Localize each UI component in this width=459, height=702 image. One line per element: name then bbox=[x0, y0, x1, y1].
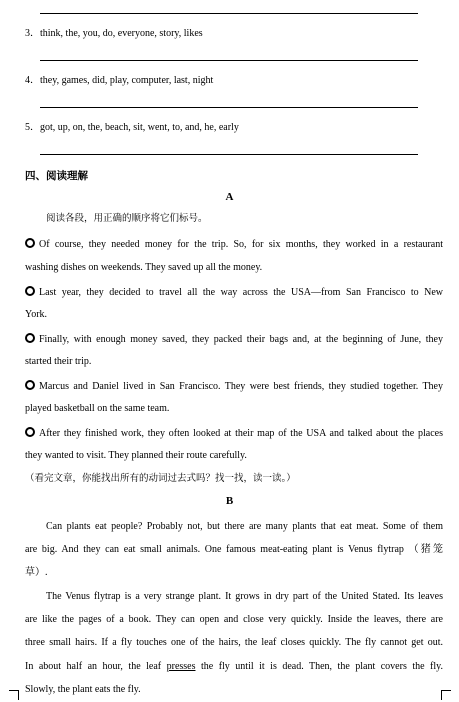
underlined-word: presses bbox=[166, 661, 196, 672]
item-words: they, games, did, play, computer, last, night bbox=[40, 75, 214, 86]
paragraph-4-line-1: Marcus and Daniel lived in San Francisco. They were best friends, they studied together. They bbox=[25, 380, 443, 393]
item-words: think, the, you, do, everyone, story, likes bbox=[40, 28, 203, 39]
circle-bullet-icon bbox=[25, 333, 35, 343]
answer-line bbox=[40, 13, 418, 14]
exercise-item-5 bbox=[25, 122, 239, 134]
paragraph-1-line-1: Of course, they needed money for the trip. So, for six months, they worked in a restaurant bbox=[25, 238, 443, 251]
exercise-item-3 bbox=[25, 28, 203, 40]
part-b-label: B bbox=[225, 495, 234, 507]
paragraph-3-line-1: Finally, with enough money saved, they packed their bags and, at the beginning of June, they bbox=[25, 333, 443, 346]
circle-bullet-icon bbox=[25, 238, 35, 248]
answer-line bbox=[40, 60, 418, 61]
circle-bullet-icon bbox=[25, 380, 35, 390]
paragraph-5-line-2: they wanted to visit. They planned their route carefully. bbox=[25, 450, 247, 461]
answer-line bbox=[40, 107, 418, 108]
page-corner-mark-left bbox=[9, 690, 19, 700]
part-b-p2-line-5: Slowly, the plant eats the fly. bbox=[25, 684, 141, 695]
part-a-label: A bbox=[225, 191, 234, 203]
part-b-p2-line-1: The Venus flytrap is a very strange plant. It grows in dry part of the United Stated. Its leaves bbox=[46, 591, 443, 602]
paragraph-1-line-2: washing dishes on weekends. They saved up all the money. bbox=[25, 262, 263, 273]
paragraph-5-line-1: After they finished work, they often looked at their map of the USA and talked about the places bbox=[25, 427, 443, 440]
part-b-p2-line-3: three small hairs. If a fly touches one of the hairs, the leaf closes quickly. The fly cannot get out. bbox=[25, 637, 443, 648]
exercise-item-4 bbox=[25, 75, 213, 87]
part-b-p1-line-3: 草）. bbox=[25, 567, 48, 578]
item-number: 5． bbox=[25, 122, 40, 133]
paragraph-2-line-1: Last year, they decided to travel all the way across the USA—from San Francisco to New bbox=[25, 286, 443, 299]
part-b-p2-line-4: In about half an hour, the leaf presses the fly until it is dead. Then, the plant covers the fly. bbox=[25, 661, 443, 672]
paragraph-3-line-2: started their trip. bbox=[25, 356, 92, 367]
part-b-p2-line-2: are like the pages of a book. They can open and close very quickly. Inside the leaves, there are bbox=[25, 614, 443, 625]
paragraph-2-line-2: York. bbox=[25, 309, 48, 320]
section-heading: 四、阅读理解 bbox=[25, 170, 88, 182]
page-corner-mark-right bbox=[441, 690, 451, 700]
part-a-instruction: 阅读各段，用正确的顺序将它们标号。 bbox=[46, 213, 208, 224]
part-a-note: （看完文章，你能找出所有的动词过去式吗？找一找，读一读。） bbox=[25, 473, 296, 484]
item-words: got, up, on, the, beach, sit, went, to, and, he, early bbox=[40, 122, 239, 133]
part-b-p1-line-1: Can plants eat people? Probably not, but there are many plants that eat meat. Some of them bbox=[46, 521, 443, 532]
paragraph-4-line-2: played basketball on the same team. bbox=[25, 403, 170, 414]
circle-bullet-icon bbox=[25, 286, 35, 296]
part-b-p1-line-2: are big. And they can eat small animals. One famous meat-eating plant is Venus flytrap （猪笼 bbox=[25, 544, 443, 555]
item-number: 4． bbox=[25, 75, 40, 86]
circle-bullet-icon bbox=[25, 427, 35, 437]
answer-line bbox=[40, 154, 418, 155]
item-number: 3． bbox=[25, 28, 40, 39]
